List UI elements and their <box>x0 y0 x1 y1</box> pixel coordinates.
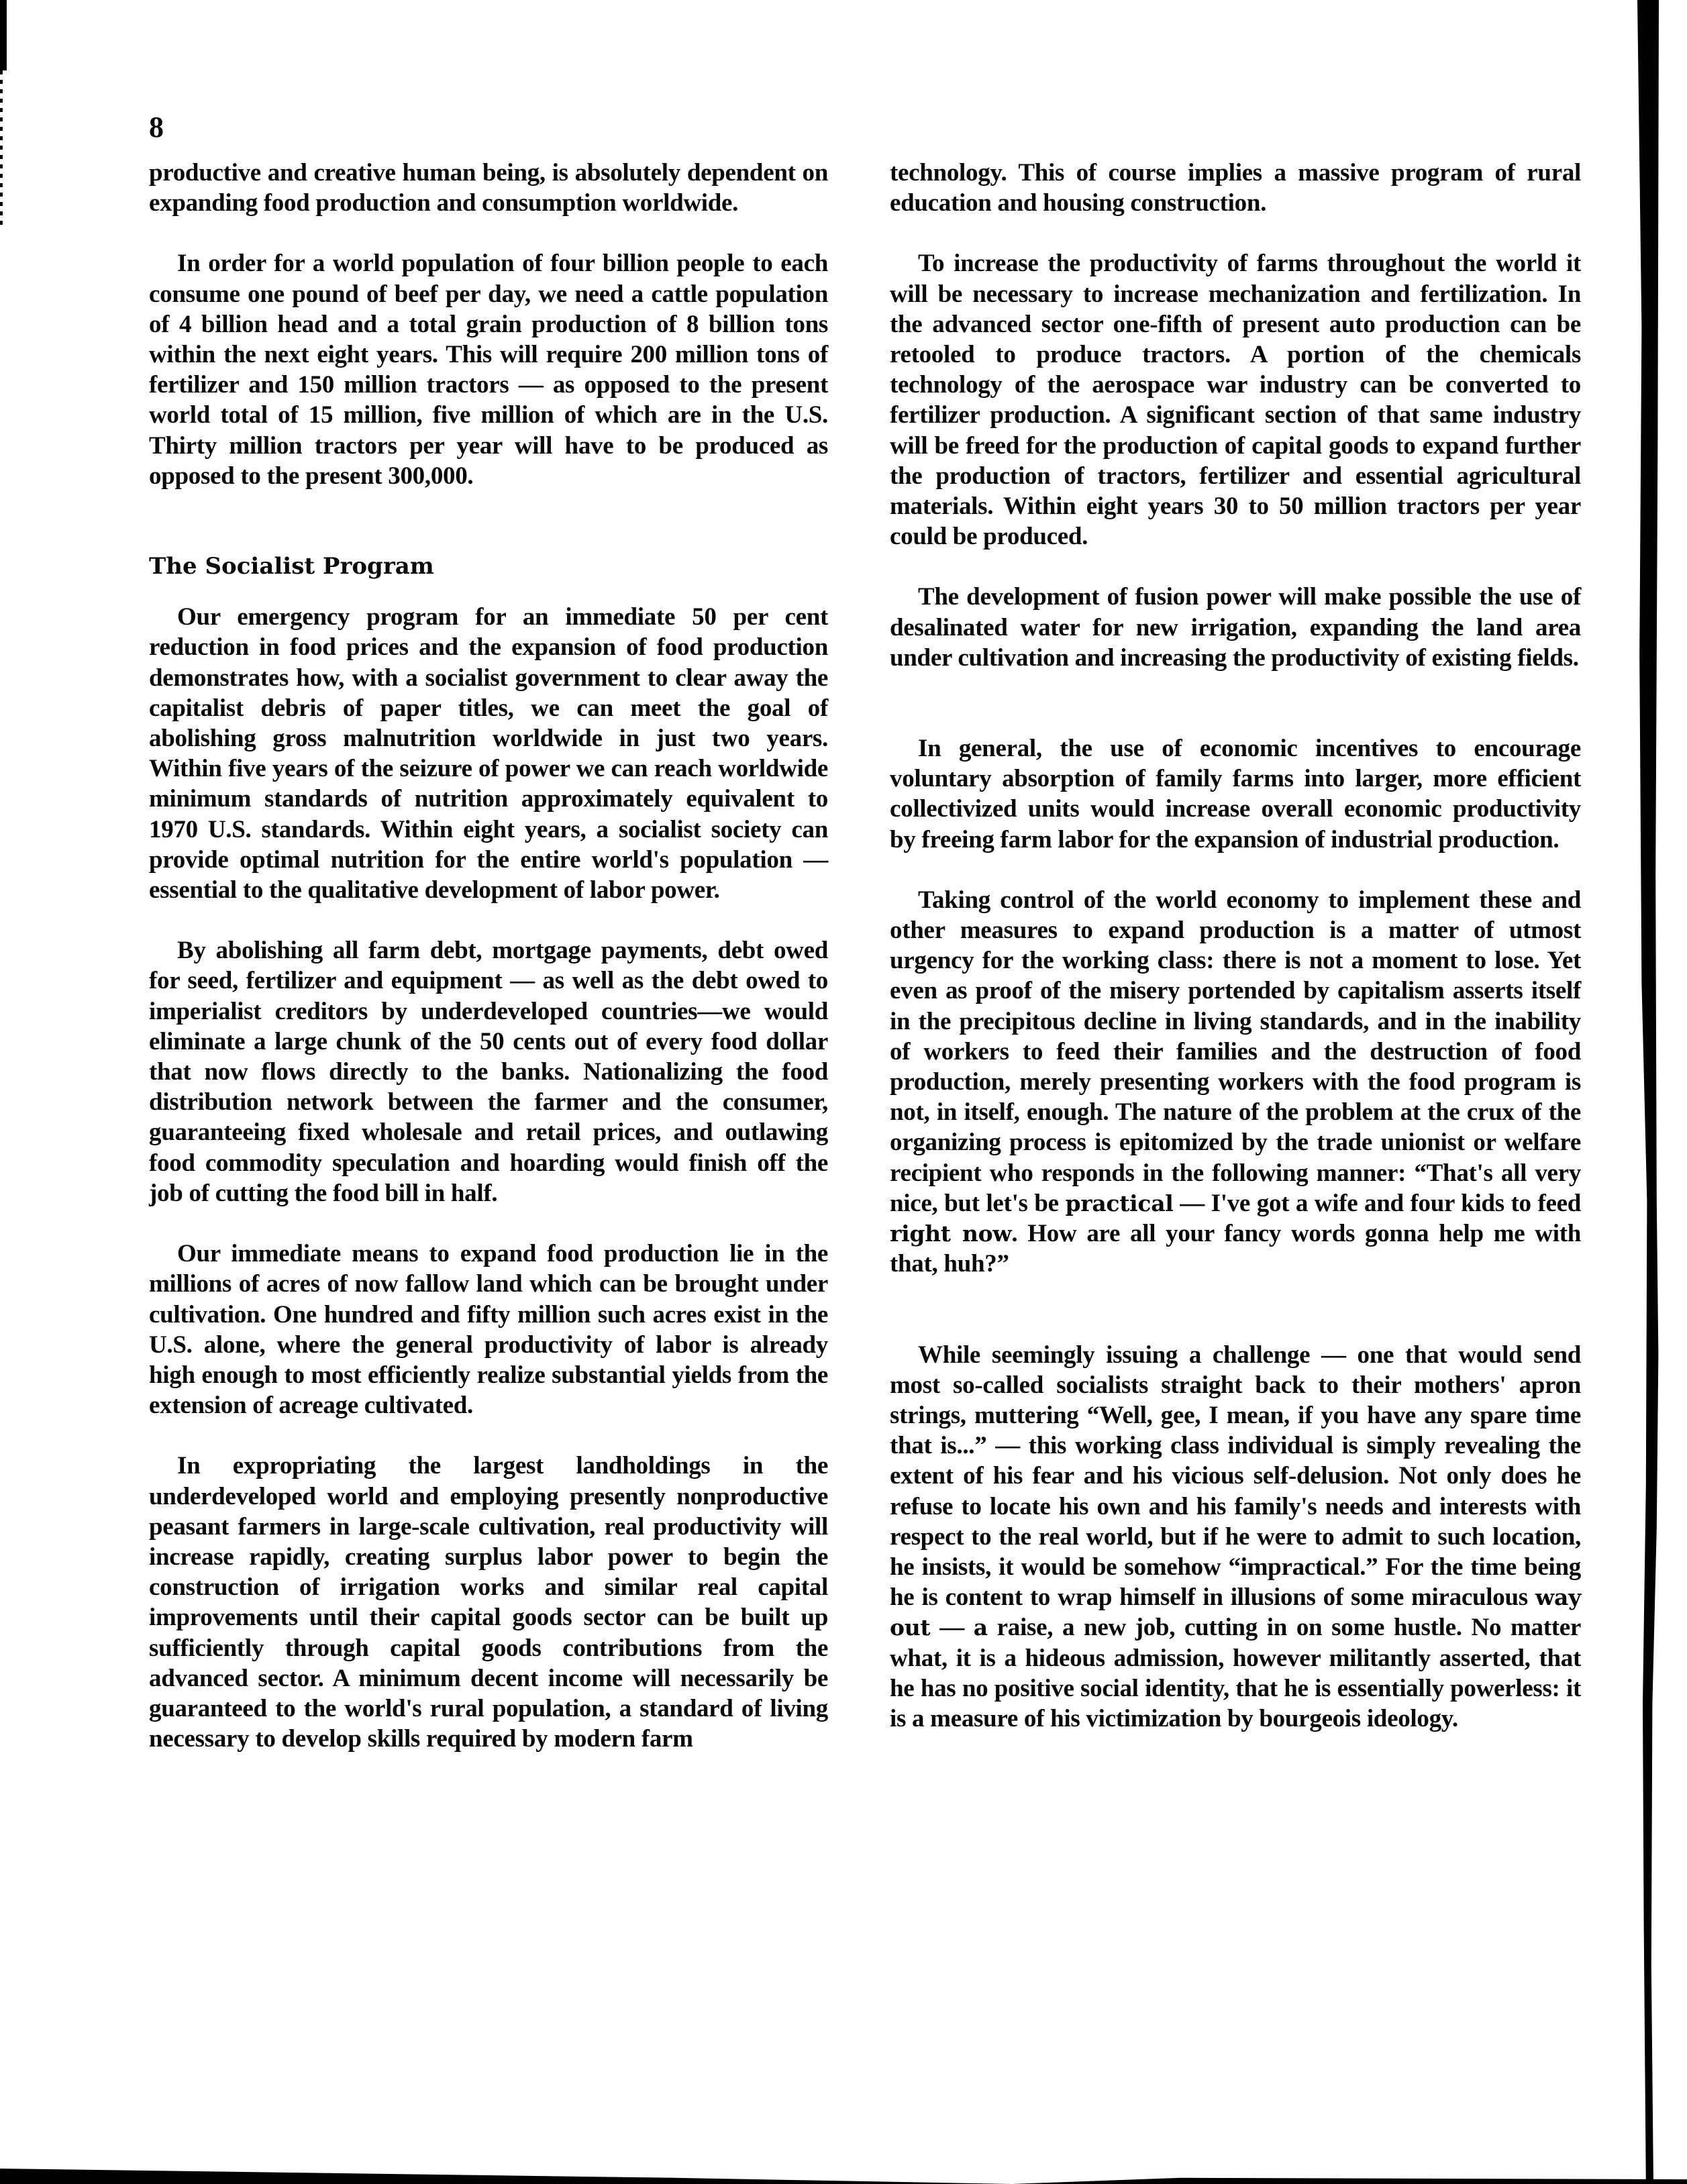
paragraph <box>890 885 1581 1280</box>
scan-edge-left-noise <box>0 70 3 225</box>
text-run: . How are all your fancy words gonna help me with that, huh?” <box>890 1220 1581 1278</box>
paragraph: technology. This of course implies a massive program of rural education and housing construction. <box>890 159 1581 217</box>
paragraph: Our immediate means to expand food production lie in the millions of acres of now fallow land which can be brought under cultivation. One hundred and fifty million such acres exist in the U.S. alone, where the general productivity of labor is already high enough to most efficiently realize substantial yields from the extension of acreage cultivated. <box>149 1240 828 1420</box>
emphasis-way-out: way out <box>890 1584 1581 1641</box>
text-run: Taking control of the world economy to implement these and other measures to expand production is a matter of utmost urgency for the working class: there is not a moment to lose. Yet even as proof of the misery portended by capitalism asserts itself in the precipitous decline in living standards, and in the inability of workers to feed their families and the destruction of food production, merely presenting workers with the food program is not, in itself, enough. The nature of the problem at the crux of the organizing process is epitomized by the trade unionist or welfare recipient who responds in the following manner: “That's all very nice, but let's be <box>890 886 1581 1217</box>
left-column <box>149 158 828 1754</box>
paragraph: productive and creative human being, is absolutely dependent on expanding food production and consumption worldwide. <box>149 159 828 217</box>
scan-edge-bottom <box>0 2169 1687 2184</box>
paragraph: To increase the productivity of farms throughout the world it will be necessary to increase mechanization and fertilization. In the advanced sector one-fifth of present auto production can be retooled to produce tractors. A portion of the chemicals technology of the aerospace war industry can be converted to fertilizer production. A significant section of that same industry will be freed for the production of capital goods to expand further the production of tractors, fertilizer and essential agricultural materials. Within eight years 30 to 50 million tractors per year could be produced. <box>890 250 1581 551</box>
text-run: raise, a new job, cutting in on some hustle. No matter what, it is a hideous admission, however militantly asserted, that he has no positive social identity, that he is essentially powerless: it is a measure of his victimization by bourgeois ideology. <box>890 1614 1581 1732</box>
paragraph: By abolishing all farm debt, mortgage payments, debt owed for seed, fertilizer and equipment — as well as the debt owed to imperialist creditors by underdeveloped countries—we would eliminate a large chunk of the 50 cents out of every food dollar that now flows directly to the banks. Nationalizing the food distribution network between the farmer and the consumer, guaranteeing fixed wholesale and retail prices, and outlawing food commodity speculation and hoarding would finish off the job of cutting the food bill in half. <box>149 937 828 1207</box>
text-run: — <box>930 1614 974 1642</box>
scan-edge-right <box>1637 0 1659 2184</box>
scan-edge-left <box>0 0 7 70</box>
paragraph: In expropriating the largest landholdings in the underdeveloped world and employing presently nonproductive peasant farmers in large-scale cultivation, real productivity will increase rapidly, creating surplus labor power to begin the construction of irrigation works and similar real capital improvements until their capital goods sector can be built up sufficiently through capital goods contributions from the advanced sector. A minimum decent income will necessarily be guaranteed to the world's rural population, a standard of living necessary to develop skills required by modern farm <box>149 1452 828 1753</box>
right-column <box>890 158 1581 1734</box>
paragraph: In general, the use of economic incentives to encourage voluntary absorption of family farms into larger, more efficient collectivized units would increase overall economic productivity by freeing farm labor for the expansion of industrial production. <box>890 735 1581 853</box>
paragraph: In order for a world population of four billion people to each consume one pound of beef per day, we need a cattle population of 4 billion head and a total grain production of 8 billion tons within the next eight years. This will require 200 million tons of fertilizer and 150 million tractors — as opposed to the present world total of 15 million, five million of which are in the U.S. Thirty million tractors per year will have to be produced as opposed to the present 300,000. <box>149 250 828 490</box>
text-run: — I've got a wife and four kids to feed <box>1173 1189 1582 1217</box>
text-run: While seemingly issuing a challenge — one that would send most so-called socialists straight back to their mothers' apron strings, muttering “Well, gee, I mean, if you have any spare time that is...” — this working class individual is simply revealing the extent of his fear and his vicious self-delusion. Not only does he refuse to locate his own and his family's needs and interests with respect to the real world, but if he were to admit to such location, he insists, it would be somehow “impractical.” For the time being he is content to wrap himself in illusions of some miraculous <box>890 1341 1581 1612</box>
paragraph <box>890 1340 1581 1734</box>
paragraph: Our emergency program for an immediate 50 per cent reduction in food prices and the expansion of food production demonstrates how, with a socialist government to clear away the capitalist debris of paper titles, we can meet the goal of abolishing gross malnutrition worldwide in just two years. Within five years of the seizure of power we can reach worldwide minimum standards of nutrition approximately equivalent to 1970 U.S. standards. Within eight years, a socialist society can provide optimal nutrition for the entire world's population — essential to the qualitative development of labor power. <box>149 603 828 904</box>
paragraph: The development of fusion power will make possible the use of desalinated water for new irrigation, expanding the land area under cultivation and increasing the productivity of existing fields. <box>890 583 1581 672</box>
emphasis-right-now: right now <box>890 1220 1012 1247</box>
emphasis-a: a <box>973 1614 988 1641</box>
emphasis-practical: practical <box>1065 1190 1174 1216</box>
section-heading: The Socialist Program <box>149 553 434 580</box>
page-number: 8 <box>149 111 164 144</box>
